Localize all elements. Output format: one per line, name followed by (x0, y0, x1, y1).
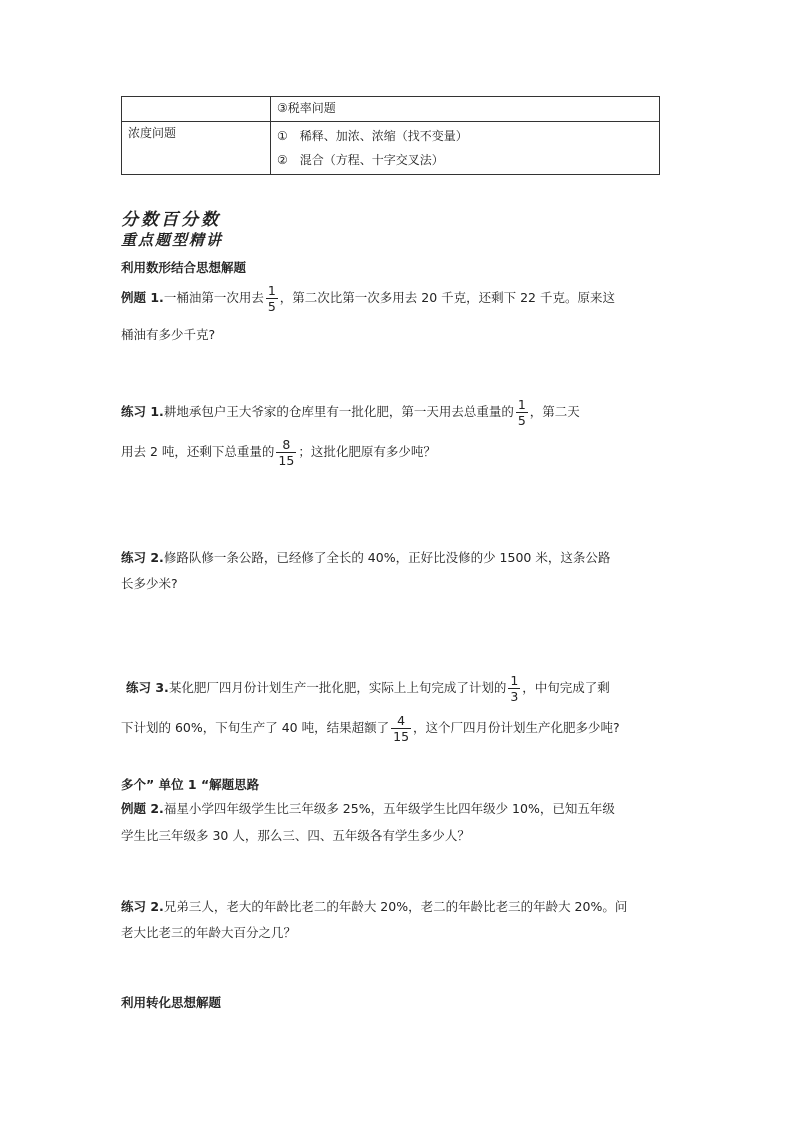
example-1-line-2: 桶油有多少千克? (121, 327, 216, 342)
problem-label: 练习 2. (121, 550, 164, 565)
problem-text: 下计划的 60%，下旬生产了 40 吨，结果超额了 (121, 720, 390, 735)
problem-label: 练习 3. (126, 680, 169, 695)
topic-heading: 利用数形结合思想解题 (121, 260, 247, 275)
fraction (266, 283, 278, 314)
problem-text: ，第二天 (529, 404, 580, 419)
problem-text: 兄弟三人，老大的年龄比老二的年龄大 20%，老二的年龄比老三的年龄大 20%。问 (163, 899, 628, 914)
table-cell: 浓度问题 (122, 122, 271, 175)
fraction-numerator: 1 (510, 673, 519, 688)
fraction-denominator: 5 (517, 413, 526, 428)
section-subtitle: 重点题型精讲 (121, 231, 224, 249)
problem-label: 练习 2. (121, 899, 164, 914)
fraction-numerator: 1 (517, 397, 526, 412)
problem-text: ，中旬完成了剩 (522, 680, 610, 695)
topic-heading: 利用转化思想解题 (121, 995, 222, 1010)
problem-text: 某化肥厂四月份计划生产一批化肥，实际上上旬完成了计划的 (168, 680, 507, 695)
problem-text: ，这个厂四月份计划生产化肥多少吨? (413, 720, 620, 735)
table-cell (271, 122, 660, 175)
practice-age (121, 894, 627, 920)
table-row (122, 97, 660, 122)
practice-1 (121, 397, 580, 428)
topic-heading: 多个” 单位 1 “解题思路 (121, 777, 260, 792)
problem-text: 一桶油第一次用去 (163, 290, 264, 305)
practice-2 (121, 545, 610, 571)
table-cell (122, 97, 271, 122)
problem-text: 耕地承包户王大爷家的仓库里有一批化肥，第一天用去总重量的 (163, 404, 514, 419)
example-2 (121, 796, 615, 822)
fraction (508, 673, 520, 704)
practice-1-line-2 (121, 437, 436, 468)
problem-text: 用去 2 吨，还剩下总重量的 (121, 444, 275, 459)
practice-2-line-2: 长多少米? (121, 576, 178, 591)
practice-age-line-2: 老大比老三的年龄大百分之几？ (121, 925, 297, 940)
fraction (276, 437, 296, 468)
problem-text: 福星小学四年级学生比三年级多 25%，五年级学生比四年级少 10%，已知五年级 (163, 801, 615, 816)
fraction-numerator: 4 (397, 713, 406, 728)
practice-3 (126, 673, 610, 704)
table-cell: ③税率问题 (271, 97, 660, 122)
problem-text: 修路队修一条公路，已经修了全长的 40%，正好比没修的少 1500 米，这条公路 (163, 550, 611, 565)
example-2-line-2: 学生比三年级多 30 人，那么三、四、五年级各有学生多少人？ (121, 828, 470, 843)
fraction-numerator: 1 (267, 283, 276, 298)
example-1 (121, 283, 615, 314)
fraction-denominator: 3 (510, 689, 519, 704)
section-title: 分数百分数 (121, 210, 221, 230)
fraction (391, 713, 411, 744)
problem-text: ；这批化肥原有多少吨？ (298, 444, 436, 459)
problem-label: 例题 2. (121, 801, 164, 816)
practice-3-line-2 (121, 713, 620, 744)
problem-label: 练习 1. (121, 404, 164, 419)
concentration-item-1: ① 稀释、加浓、浓缩（找不变量） (277, 129, 468, 143)
fraction-denominator: 5 (267, 299, 276, 314)
fraction-numerator: 8 (282, 437, 291, 452)
fraction (516, 397, 528, 428)
table-row (122, 122, 660, 175)
concept-table (121, 96, 660, 175)
concentration-item-2: ② 混合（方程、十字交叉法） (277, 153, 444, 167)
problem-text: ，第二次比第一次多用去 20 千克，还剩下 22 千克。原来这 (279, 290, 615, 305)
fraction-denominator: 15 (393, 729, 410, 744)
fraction-denominator: 15 (278, 453, 295, 468)
problem-label: 例题 1. (121, 290, 164, 305)
